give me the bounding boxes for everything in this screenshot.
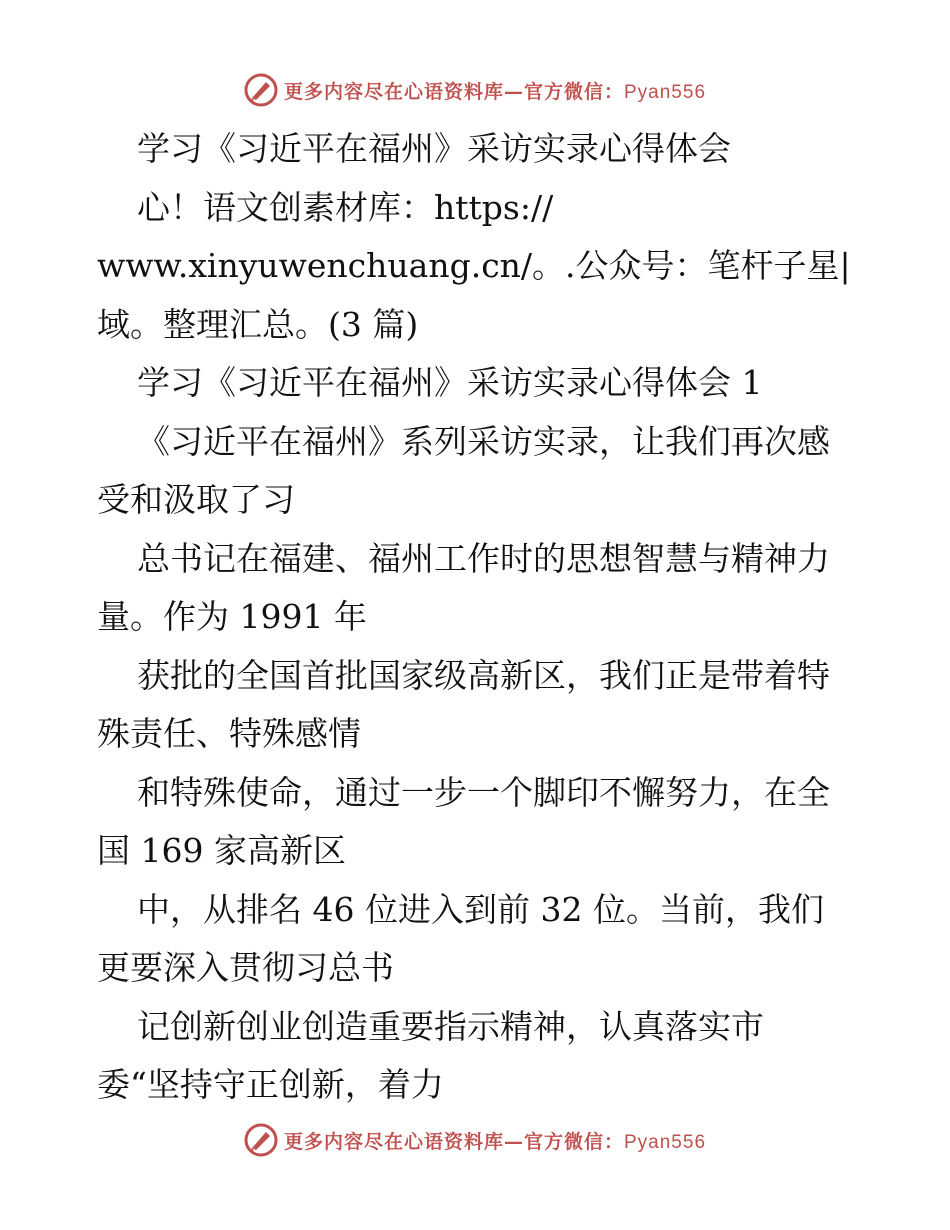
document-body [97, 120, 857, 1115]
text-line: 域。整理汇总。(3 篇) [97, 304, 419, 344]
text-line: 更要深入贯彻习总书 [97, 948, 394, 987]
text-line: 记创新创业创造重要指示精神，认真落实市 [137, 1006, 764, 1046]
watermark-text: 更多内容尽在心语资料库—官方微信：Pyan556 [283, 80, 707, 103]
watermark-banner-top [0, 70, 950, 110]
pen-logo-icon [244, 1123, 278, 1157]
text-line: 心！语文创素材库：https:// [137, 187, 554, 227]
text-line: 和特殊使命，通过一步一个脚印不懈努力，在全 [137, 772, 830, 812]
text-line: 学习《习近平在福州》采访实录心得体会 [137, 129, 731, 168]
text-line: www.xinyuwenchuang.cn/。.公众号：笔杆子星| [97, 246, 851, 285]
text-line: 总书记在福建、福州工作时的思想智慧与精神力 [137, 538, 830, 578]
text-line: 委“坚持守正创新，着力 [97, 1065, 444, 1104]
text-line: 获批的全国首批国家级高新区，我们正是带着特 [137, 655, 830, 695]
text-line: 《习近平在福州》系列采访实录，让我们再次感 [137, 421, 830, 461]
text-line: 中，从排名 46 位进入到前 32 位。当前，我们 [137, 889, 824, 929]
watermark-text: 更多内容尽在心语资料库—官方微信：Pyan556 [283, 1130, 707, 1153]
watermark-wechat-id: Pyan556 [624, 81, 707, 103]
text-line: 学习《习近平在福州》采访实录心得体会 1 [137, 363, 763, 402]
text-line: 殊责任、特殊感情 [97, 714, 361, 753]
text-line: 国 169 家高新区 [97, 831, 346, 870]
watermark-banner-bottom [0, 1120, 950, 1160]
text-line: 量。作为 1991 年 [97, 597, 367, 636]
text-line: 受和汲取了习 [97, 480, 295, 519]
watermark-wechat-id: Pyan556 [624, 1131, 707, 1153]
pen-logo-icon [244, 73, 278, 107]
